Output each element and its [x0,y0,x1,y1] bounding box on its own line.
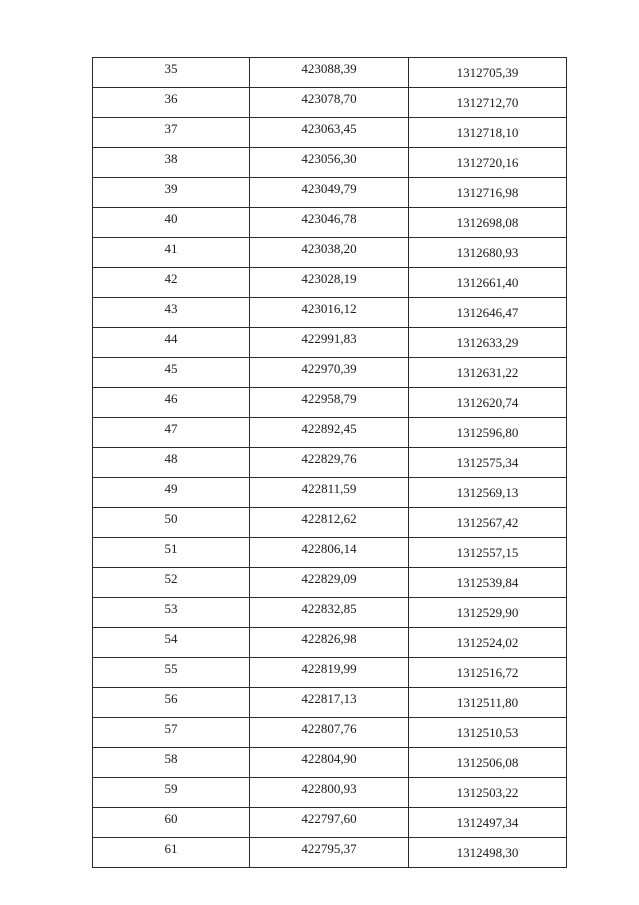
y-coordinate-text: 1312510,53 [456,725,519,740]
point-number-cell [93,358,250,388]
x-coordinate-text: 422958,79 [301,391,357,406]
table-row [93,358,567,388]
point-number-text: 35 [164,61,178,76]
point-number-cell [93,748,250,778]
y-coordinate-text: 1312596,80 [456,425,519,440]
table-row [93,688,567,718]
point-number-cell [93,328,250,358]
x-coordinate-text: 422829,76 [301,451,357,466]
x-coordinate-cell [250,508,409,538]
y-coordinate-text: 1312720,16 [456,155,519,170]
table-row [93,208,567,238]
table-row [93,328,567,358]
table-row [93,478,567,508]
table-row [93,58,567,88]
point-number-text: 38 [164,151,178,166]
x-coordinate-text: 422829,09 [301,571,357,586]
x-coordinate-text: 423056,30 [301,151,357,166]
y-coordinate-cell [409,268,567,298]
point-number-cell [93,508,250,538]
x-coordinate-cell [250,418,409,448]
y-coordinate-cell [409,388,567,418]
y-coordinate-cell [409,478,567,508]
point-number-text: 47 [164,421,178,436]
x-coordinate-cell [250,778,409,808]
point-number-text: 53 [164,601,178,616]
y-coordinate-cell [409,418,567,448]
x-coordinate-cell [250,268,409,298]
x-coordinate-cell [250,838,409,868]
point-number-cell [93,238,250,268]
point-number-cell [93,118,250,148]
x-coordinate-cell [250,328,409,358]
point-number-text: 55 [164,661,178,676]
y-coordinate-cell [409,298,567,328]
y-coordinate-cell [409,598,567,628]
table-row [93,658,567,688]
x-coordinate-text: 422797,60 [301,811,357,826]
x-coordinate-cell [250,718,409,748]
x-coordinate-cell [250,388,409,418]
y-coordinate-cell [409,838,567,868]
x-coordinate-cell [250,448,409,478]
point-number-text: 43 [164,301,178,316]
y-coordinate-text: 1312539,84 [456,575,519,590]
y-coordinate-text: 1312661,40 [456,275,519,290]
point-number-cell [93,628,250,658]
table-row [93,718,567,748]
point-number-text: 44 [164,331,178,346]
y-coordinate-text: 1312631,22 [456,365,519,380]
x-coordinate-cell [250,238,409,268]
point-number-cell [93,178,250,208]
x-coordinate-cell [250,568,409,598]
y-coordinate-text: 1312620,74 [456,395,519,410]
y-coordinate-cell [409,568,567,598]
point-number-text: 49 [164,481,178,496]
table-row [93,268,567,298]
table-row [93,748,567,778]
x-coordinate-text: 423028,19 [301,271,357,286]
x-coordinate-text: 423046,78 [301,211,357,226]
point-number-cell [93,298,250,328]
y-coordinate-cell [409,178,567,208]
x-coordinate-text: 423088,39 [301,61,357,76]
point-number-text: 58 [164,751,178,766]
y-coordinate-cell [409,208,567,238]
y-coordinate-text: 1312646,47 [456,305,519,320]
y-coordinate-cell [409,58,567,88]
y-coordinate-text: 1312498,30 [456,845,519,860]
point-number-cell [93,388,250,418]
y-coordinate-text: 1312718,10 [456,125,519,140]
y-coordinate-cell [409,148,567,178]
x-coordinate-cell [250,178,409,208]
point-number-text: 37 [164,121,178,136]
point-number-text: 59 [164,781,178,796]
table-row [93,118,567,148]
x-coordinate-text: 422800,93 [301,781,357,796]
table-row [93,778,567,808]
x-coordinate-text: 422817,13 [301,691,357,706]
coordinates-table [92,57,567,868]
point-number-cell [93,838,250,868]
y-coordinate-cell [409,808,567,838]
y-coordinate-text: 1312557,15 [456,545,519,560]
table-row [93,838,567,868]
x-coordinate-text: 422819,99 [301,661,357,676]
x-coordinate-cell [250,598,409,628]
y-coordinate-text: 1312506,08 [456,755,519,770]
point-number-cell [93,658,250,688]
x-coordinate-text: 422806,14 [301,541,357,556]
y-coordinate-text: 1312716,98 [456,185,519,200]
x-coordinate-text: 422812,62 [301,511,357,526]
table-row [93,808,567,838]
table-row [93,568,567,598]
table-row [93,628,567,658]
y-coordinate-cell [409,358,567,388]
x-coordinate-text: 422795,37 [301,841,357,856]
x-coordinate-cell [250,88,409,118]
point-number-text: 50 [164,511,178,526]
table-row [93,448,567,478]
x-coordinate-cell [250,748,409,778]
y-coordinate-text: 1312712,70 [456,95,519,110]
point-number-cell [93,478,250,508]
y-coordinate-cell [409,718,567,748]
x-coordinate-text: 423016,12 [301,301,357,316]
y-coordinate-cell [409,658,567,688]
table-row [93,418,567,448]
table-row [93,538,567,568]
point-number-text: 36 [164,91,178,106]
point-number-cell [93,598,250,628]
x-coordinate-text: 422811,59 [301,481,357,496]
point-number-text: 54 [164,631,178,646]
point-number-text: 52 [164,571,178,586]
point-number-cell [93,208,250,238]
y-coordinate-text: 1312497,34 [456,815,519,830]
y-coordinate-cell [409,538,567,568]
x-coordinate-text: 422832,85 [301,601,357,616]
x-coordinate-text: 422807,76 [301,721,357,736]
x-coordinate-cell [250,298,409,328]
y-coordinate-text: 1312529,90 [456,605,519,620]
y-coordinate-text: 1312524,02 [456,635,519,650]
point-number-text: 45 [164,361,178,376]
point-number-cell [93,448,250,478]
point-number-text: 39 [164,181,178,196]
y-coordinate-cell [409,748,567,778]
point-number-cell [93,688,250,718]
table-row [93,598,567,628]
table-row [93,298,567,328]
point-number-cell [93,808,250,838]
x-coordinate-text: 423049,79 [301,181,357,196]
point-number-text: 48 [164,451,178,466]
point-number-text: 57 [164,721,178,736]
point-number-cell [93,418,250,448]
table-row [93,388,567,418]
point-number-text: 56 [164,691,178,706]
table-row [93,238,567,268]
x-coordinate-cell [250,538,409,568]
x-coordinate-text: 422826,98 [301,631,357,646]
point-number-text: 40 [164,211,178,226]
x-coordinate-cell [250,688,409,718]
x-coordinate-text: 423063,45 [301,121,357,136]
y-coordinate-cell [409,448,567,478]
y-coordinate-cell [409,238,567,268]
point-number-cell [93,568,250,598]
y-coordinate-text: 1312575,34 [456,455,519,470]
y-coordinate-text: 1312680,93 [456,245,519,260]
point-number-text: 51 [164,541,178,556]
point-number-cell [93,538,250,568]
x-coordinate-cell [250,808,409,838]
x-coordinate-text: 422991,83 [301,331,357,346]
y-coordinate-text: 1312503,22 [456,785,519,800]
y-coordinate-text: 1312633,29 [456,335,519,350]
x-coordinate-cell [250,628,409,658]
y-coordinate-cell [409,688,567,718]
point-number-text: 61 [164,841,178,856]
table-row [93,148,567,178]
x-coordinate-text: 422892,45 [301,421,357,436]
table-row [93,508,567,538]
y-coordinate-text: 1312511,80 [456,695,519,710]
y-coordinate-cell [409,328,567,358]
point-number-text: 60 [164,811,178,826]
x-coordinate-cell [250,478,409,508]
x-coordinate-text: 422804,90 [301,751,357,766]
y-coordinate-text: 1312516,72 [456,665,519,680]
x-coordinate-text: 423038,20 [301,241,357,256]
point-number-cell [93,58,250,88]
x-coordinate-cell [250,118,409,148]
point-number-cell [93,88,250,118]
point-number-cell [93,778,250,808]
point-number-cell [93,148,250,178]
x-coordinate-cell [250,208,409,238]
coordinates-table-body [93,58,567,868]
table-row [93,88,567,118]
x-coordinate-cell [250,58,409,88]
x-coordinate-text: 423078,70 [301,91,357,106]
x-coordinate-cell [250,148,409,178]
y-coordinate-cell [409,628,567,658]
y-coordinate-text: 1312705,39 [456,65,519,80]
point-number-text: 41 [164,241,178,256]
table-row [93,178,567,208]
y-coordinate-cell [409,118,567,148]
y-coordinate-text: 1312567,42 [456,515,519,530]
point-number-cell [93,718,250,748]
y-coordinate-cell [409,778,567,808]
y-coordinate-text: 1312698,08 [456,215,519,230]
y-coordinate-cell [409,508,567,538]
x-coordinate-cell [250,358,409,388]
point-number-text: 42 [164,271,178,286]
y-coordinate-cell [409,88,567,118]
point-number-cell [93,268,250,298]
x-coordinate-cell [250,658,409,688]
point-number-text: 46 [164,391,178,406]
x-coordinate-text: 422970,39 [301,361,357,376]
y-coordinate-text: 1312569,13 [456,485,519,500]
